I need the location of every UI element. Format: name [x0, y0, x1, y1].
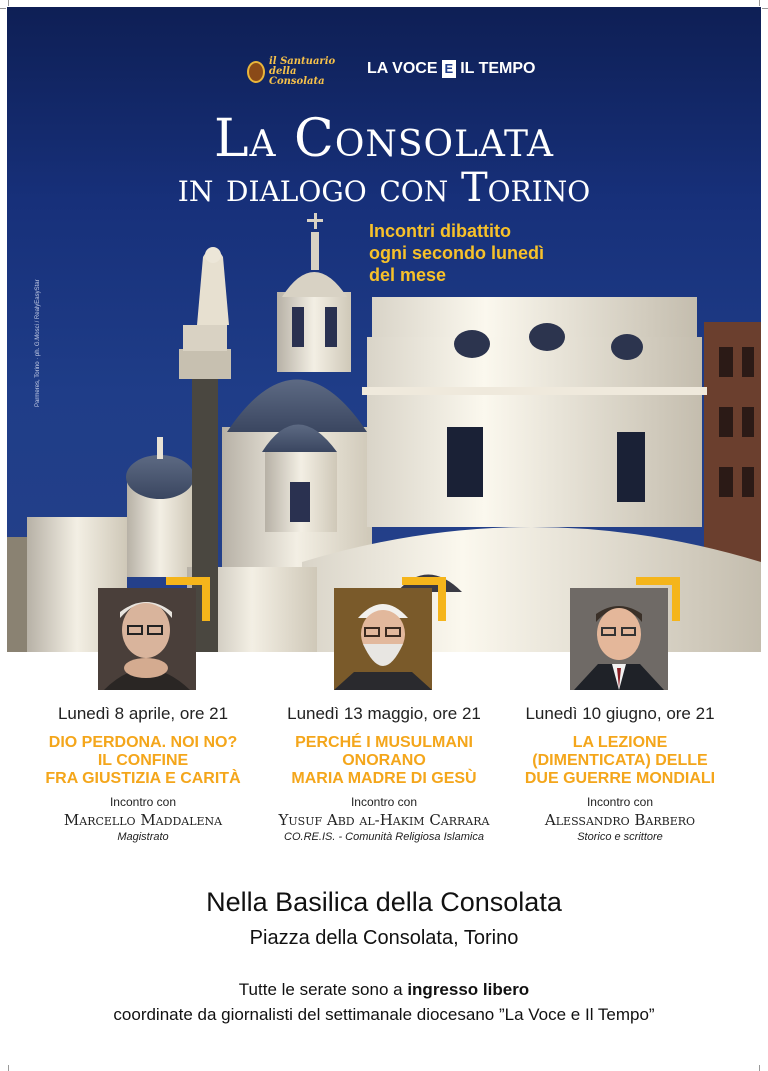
event-3: [495, 702, 745, 844]
crop-mark: [8, 0, 9, 6]
santuario-logo: [247, 57, 351, 87]
event-2: [259, 702, 509, 844]
event-speaker: Alessandro Barbero: [544, 811, 696, 829]
footer-line1-text: Tutte le serate sono a: [238, 980, 408, 999]
venue-name: Nella Basilica della Consolata: [206, 887, 562, 917]
footer-line2: coordinate da giornalisti del settimanale diocesano ”La Voce e Il Tempo”: [113, 1005, 655, 1024]
speaker-photo-maddalena: [98, 588, 196, 690]
poster-subtitle: [369, 220, 544, 286]
header-logos: [7, 57, 761, 87]
event-title-line: FRA GIUSTIZIA E CARITÀ: [45, 770, 241, 787]
footer-line1: [0, 978, 768, 1002]
subtitle-line: Incontri dibattito: [369, 221, 511, 241]
venue-address: Piazza della Consolata, Torino: [249, 927, 519, 949]
crop-mark: [759, 1065, 760, 1071]
speaker-photo-barbero: [570, 588, 668, 690]
subtitle-line: ogni secondo lunedì: [369, 243, 544, 263]
event-title-line: (DIMENTICATA) DELLE: [532, 752, 708, 769]
event-title: [18, 734, 268, 788]
event-1: [18, 702, 268, 844]
event-speaker: Yusuf Abd al-Hakim Carrara: [278, 811, 490, 829]
crop-mark: [0, 8, 6, 9]
event-date: Lunedì 13 maggio, ore 21: [287, 704, 481, 723]
hero-image: [7, 7, 761, 652]
event-with-label: Incontro con: [350, 795, 418, 809]
santuario-seal-icon: [247, 61, 265, 83]
poster-title-line2: in dialogo con Torino: [177, 165, 591, 211]
event-speaker-role: CO.RE.IS. - Comunità Religiosa Islamica: [284, 831, 484, 843]
crop-mark: [8, 1065, 9, 1071]
event-title-line: IL CONFINE: [97, 752, 189, 769]
event-speaker-role: Magistrato: [117, 831, 169, 843]
event-title-line: PERCHÉ I MUSULMANI: [295, 734, 473, 751]
speaker-photo-carrara: [334, 588, 432, 690]
event-title-line: LA LEZIONE: [572, 734, 668, 751]
event-title-line: ONORANO: [342, 752, 426, 769]
poster-title-line1: La Consolata: [213, 109, 554, 169]
crop-mark: [762, 8, 768, 9]
event-date: Lunedì 10 giugno, ore 21: [525, 704, 715, 723]
santuario-logo-text: il Santuario della Consolata: [269, 56, 336, 87]
event-speaker-role: Storico e scrittore: [577, 831, 663, 843]
event-with-label: Incontro con: [109, 795, 177, 809]
basilica-illustration: [7, 7, 761, 652]
photo-credit: Parmeres, Torino · ph. G.Mosci / RealyEasyStar: [35, 279, 41, 407]
subtitle-line: del mese: [369, 265, 447, 285]
voce-logo-right: IL TEMPO: [460, 60, 536, 77]
event-date: Lunedì 8 aprile, ore 21: [57, 704, 229, 723]
event-title-line: DUE GUERRE MONDIALI: [524, 770, 716, 787]
event-title-line: MARIA MADRE DI GESÙ: [291, 770, 477, 787]
voce-tempo-logo: [367, 60, 535, 78]
event-title-line: DIO PERDONA. NOI NO?: [48, 734, 238, 751]
footer-free-entry: ingresso libero: [407, 980, 530, 999]
event-speaker: Marcello Maddalena: [63, 811, 223, 829]
voce-logo-left: LA VOCE: [367, 60, 438, 77]
event-title: [495, 734, 745, 788]
crop-mark: [759, 0, 760, 6]
event-title: [259, 734, 509, 788]
voce-logo-e: E: [442, 60, 457, 78]
event-with-label: Incontro con: [586, 795, 654, 809]
